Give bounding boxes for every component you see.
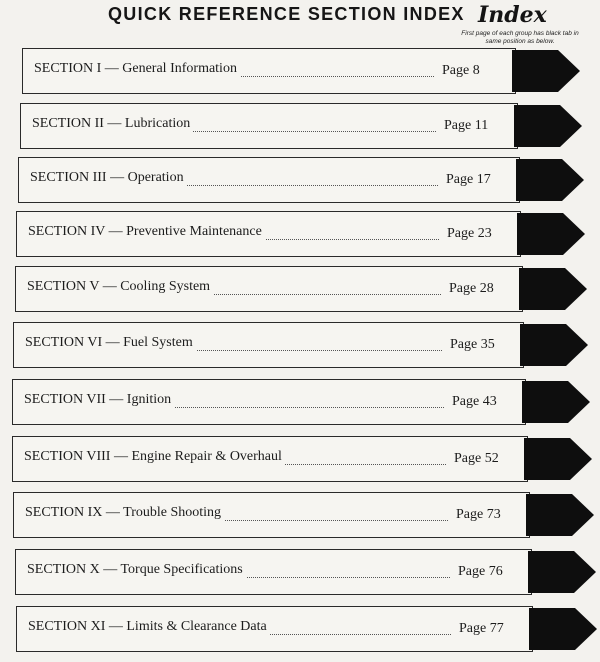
page-number: Page 77 [455,621,523,637]
section-label: SECTION IX — Trouble Shooting [25,505,224,521]
black-tab-icon[interactable] [522,381,590,423]
page-number: Page 43 [448,394,516,410]
section-label: SECTION II — Lubrication [32,116,193,132]
section-row-6[interactable] [13,322,588,368]
index-heading: Index [478,2,547,28]
black-tab-icon[interactable] [517,213,585,255]
index-note: First page of each group has black tab in same position as below. [461,30,579,45]
black-tab-icon[interactable] [529,608,597,650]
page-number: Page 17 [442,172,510,188]
section-label: SECTION I — General Information [34,61,240,77]
section-row-4[interactable] [16,211,585,257]
section-label: SECTION VIII — Engine Repair & Overhaul [24,449,285,465]
page-number: Page 28 [445,281,513,297]
page-number: Page 8 [438,63,506,79]
section-label: SECTION IV — Preventive Maintenance [28,224,265,240]
section-label: SECTION XI — Limits & Clearance Data [28,619,270,635]
section-label: SECTION VII — Ignition [24,392,174,408]
section-row-1[interactable] [22,48,580,94]
section-label: SECTION III — Operation [30,170,187,186]
black-tab-icon[interactable] [528,551,596,593]
page-number: Page 35 [446,337,514,353]
section-row-11[interactable] [16,606,597,652]
section-row-3[interactable] [18,157,584,203]
page-title: QUICK REFERENCE SECTION INDEX [108,4,465,24]
section-row-5[interactable] [15,266,587,312]
page-number: Page 73 [452,507,520,523]
black-tab-icon[interactable] [514,105,582,147]
section-row-9[interactable] [13,492,594,538]
section-row-2[interactable] [20,103,582,149]
page-number: Page 11 [440,118,508,134]
page-number: Page 76 [454,564,522,580]
black-tab-icon[interactable] [516,159,584,201]
black-tab-icon[interactable] [512,50,580,92]
section-row-8[interactable] [12,436,592,482]
black-tab-icon[interactable] [520,324,588,366]
black-tab-icon[interactable] [519,268,587,310]
page-number: Page 23 [443,226,511,242]
section-label: SECTION V — Cooling System [27,279,213,295]
section-row-7[interactable] [12,379,590,425]
black-tab-icon[interactable] [524,438,592,480]
section-label: SECTION VI — Fuel System [25,335,196,351]
section-label: SECTION X — Torque Specifications [27,562,246,578]
section-row-10[interactable] [15,549,596,595]
page-number: Page 52 [450,451,518,467]
black-tab-icon[interactable] [526,494,594,536]
